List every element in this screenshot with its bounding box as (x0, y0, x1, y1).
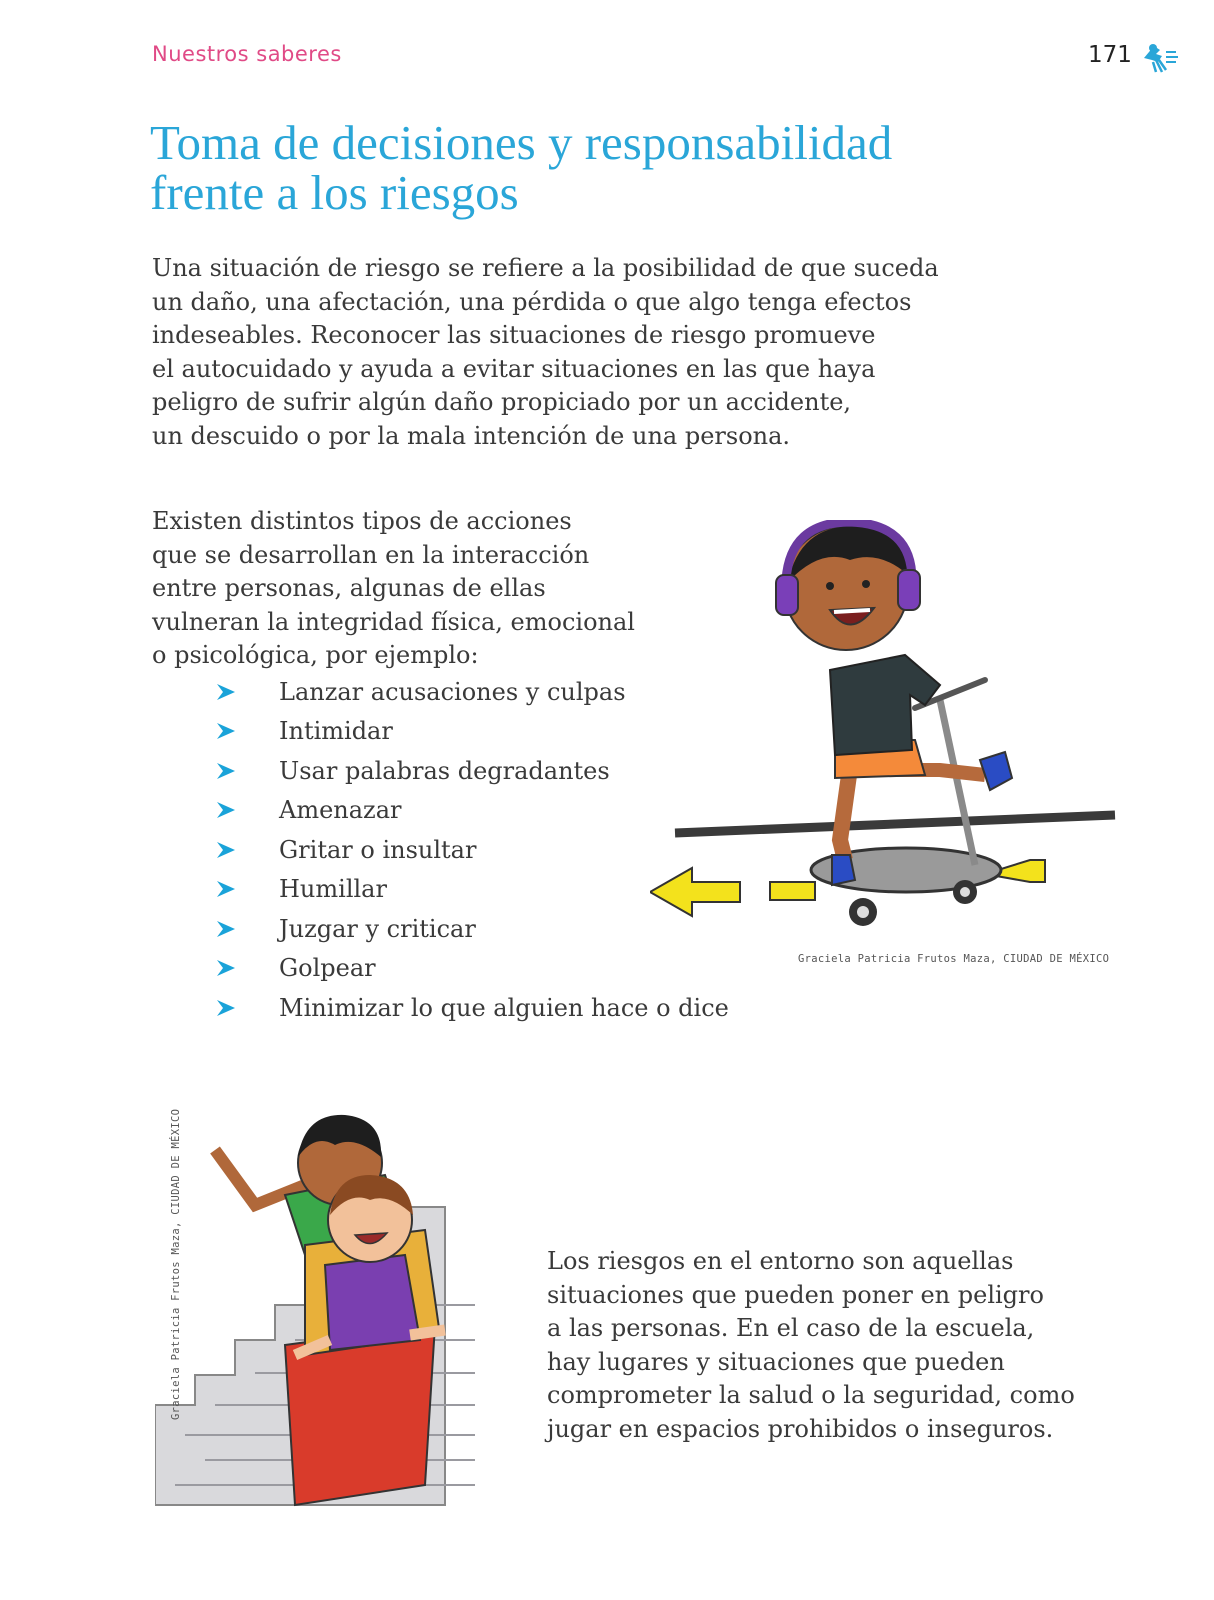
section-label: Nuestros saberes (152, 42, 342, 66)
chevron-right-icon (215, 958, 237, 978)
chevron-right-icon (215, 919, 237, 939)
bird-logo-icon (1140, 38, 1182, 76)
chevron-right-icon (215, 800, 237, 820)
chevron-right-icon (215, 840, 237, 860)
chevron-right-icon (215, 761, 237, 781)
list-item-label: Lanzar acusaciones y culpas (279, 677, 626, 706)
page-title: Toma de decisiones y responsabilidad frente a los riesgos (150, 115, 893, 220)
list-item-label: Humillar (279, 875, 387, 904)
list-item-label: Golpear (279, 954, 376, 983)
chevron-right-icon (215, 682, 237, 702)
illustration-credit-vertical: Graciela Patricia Frutos Maza, CIUDAD DE MÉXICO (170, 1108, 182, 1420)
chevron-right-icon (215, 721, 237, 741)
list-item-label: Amenazar (279, 796, 402, 825)
list-item-label: Juzgar y criticar (279, 914, 476, 943)
list-item (215, 988, 729, 1028)
page-number: 171 (1088, 42, 1132, 68)
stairs-slide-illustration (155, 1105, 515, 1525)
illustration-credit: Graciela Patricia Frutos Maza, CIUDAD DE MÉXICO (798, 953, 1110, 965)
list-item (215, 949, 729, 989)
list-item-label: Usar palabras degradantes (279, 756, 610, 785)
intro-paragraph: Una situación de riesgo se refiere a la posibilidad de que suceda un daño, una afectación, una pérdida o que algo tenga efectos indeseables. Reconocer las situaciones de riesgo promueve el autocuidado y ayuda a evitar situaciones en las que haya peligro de sufrir algún daño propiciado por un accidente, un descuido o por la mala intención de una persona. (152, 254, 939, 450)
list-item-label: Minimizar lo que alguien hace o dice (279, 993, 729, 1022)
chevron-right-icon (215, 998, 237, 1018)
chevron-right-icon (215, 879, 237, 899)
scooter-child-illustration (650, 520, 1140, 940)
list-item-label: Intimidar (279, 717, 393, 746)
list-item-label: Gritar o insultar (279, 835, 477, 864)
environment-risks-paragraph: Los riesgos en el entorno son aquellas situaciones que pueden poner en peligro a las personas. En el caso de la escuela, hay lugares y situaciones que pueden comprometer la salud o la seguridad, como jugar en espacios prohibidos o inseguros. (547, 1247, 1075, 1443)
actions-paragraph: Existen distintos tipos de acciones que se desarrollan en la interacción entre personas, algunas de ellas vulneran la integridad física, emocional o psicológica, por ejemplo: (152, 507, 635, 669)
